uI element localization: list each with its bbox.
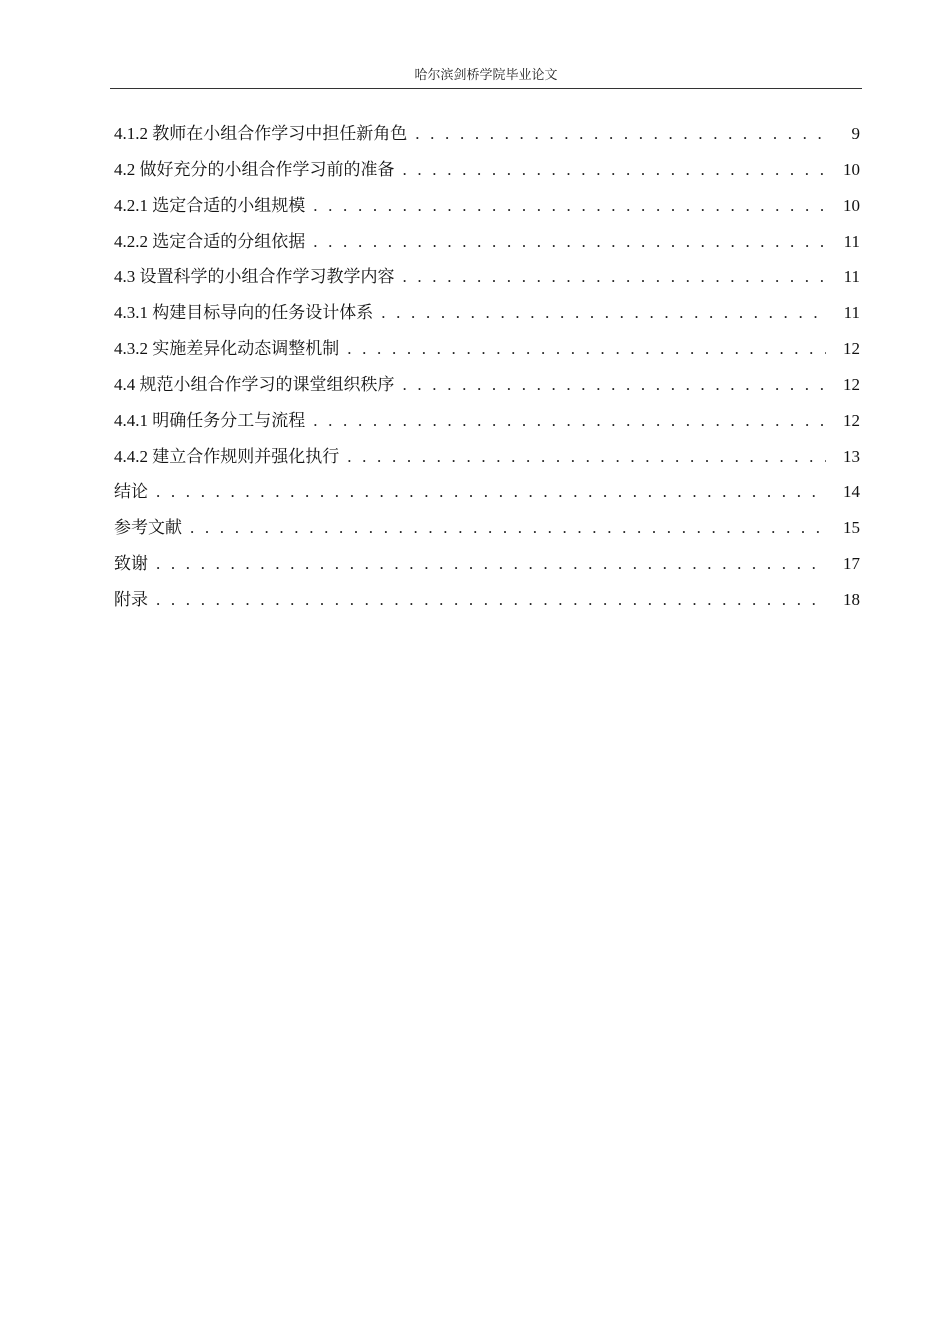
toc-entry[interactable] xyxy=(114,259,860,295)
toc-dot-leader xyxy=(313,188,826,224)
toc-entry-label: 4.2.1 选定合适的小组规模 xyxy=(114,195,306,215)
toc-page-number: 12 xyxy=(843,339,860,359)
toc-entry[interactable] xyxy=(114,116,860,152)
toc-entry-label: 4.3.1 构建目标导向的任务设计体系 xyxy=(114,303,374,323)
toc-page-number: 12 xyxy=(843,410,860,430)
toc-page-number: 11 xyxy=(843,267,860,287)
toc-entry[interactable] xyxy=(114,367,860,403)
toc-entry-label: 4.4.1 明确任务分工与流程 xyxy=(114,410,306,430)
toc-entry[interactable] xyxy=(114,188,860,224)
toc-page-number: 11 xyxy=(843,231,860,251)
toc-entry[interactable] xyxy=(114,439,860,475)
toc-dot-leader xyxy=(403,367,827,403)
toc-entry-label: 附录 xyxy=(114,589,148,609)
toc-entry-label: 结论 xyxy=(114,482,148,502)
toc-page-number: 10 xyxy=(843,159,860,179)
toc-entry-label: 4.1.2 教师在小组合作学习中担任新角色 xyxy=(114,124,408,143)
toc-entry[interactable] xyxy=(114,582,860,618)
toc-dot-leader xyxy=(156,546,826,582)
toc-entry[interactable] xyxy=(114,474,860,510)
toc-page-number: 14 xyxy=(843,482,860,502)
toc-page-number: 18 xyxy=(843,589,860,609)
toc-entry[interactable] xyxy=(114,295,860,331)
toc-page-number: 10 xyxy=(843,195,860,215)
toc-dot-leader xyxy=(313,403,826,439)
toc-entry[interactable] xyxy=(114,152,860,188)
header-title: 哈尔滨剑桥学院毕业论文 xyxy=(414,67,558,82)
table-of-contents xyxy=(114,116,860,618)
toc-page-number: 9 xyxy=(851,124,860,143)
toc-entry-label: 4.3 设置科学的小组合作学习教学内容 xyxy=(114,267,395,287)
toc-dot-leader xyxy=(403,152,827,188)
toc-dot-leader xyxy=(156,474,826,510)
toc-entry-label: 致谢 xyxy=(114,554,148,574)
toc-dot-leader xyxy=(381,295,826,331)
toc-entry[interactable] xyxy=(114,510,860,546)
toc-entry-label: 4.4 规范小组合作学习的课堂组织秩序 xyxy=(114,374,395,394)
toc-page-number: 15 xyxy=(843,518,860,538)
toc-entry[interactable] xyxy=(114,403,860,439)
toc-page-number: 17 xyxy=(843,554,860,574)
toc-dot-leader xyxy=(190,510,826,546)
toc-dot-leader xyxy=(313,224,826,260)
toc-dot-leader xyxy=(347,439,826,475)
toc-page-number: 11 xyxy=(843,303,860,323)
toc-entry[interactable] xyxy=(114,224,860,260)
toc-entry-label: 4.2 做好充分的小组合作学习前的准备 xyxy=(114,159,395,179)
toc-dot-leader xyxy=(403,259,827,295)
toc-dot-leader xyxy=(347,331,826,367)
toc-entry[interactable] xyxy=(114,331,860,367)
toc-page-number: 12 xyxy=(843,374,860,394)
toc-entry-label: 参考文献 xyxy=(114,518,182,538)
toc-dot-leader xyxy=(156,582,826,618)
toc-entry[interactable] xyxy=(114,546,860,582)
toc-entry-label: 4.2.2 选定合适的分组依据 xyxy=(114,231,306,251)
toc-dot-leader xyxy=(415,116,826,152)
page-header xyxy=(110,64,862,89)
toc-entry-label: 4.3.2 实施差异化动态调整机制 xyxy=(114,339,340,359)
toc-page-number: 13 xyxy=(843,446,860,466)
toc-entry-label: 4.4.2 建立合作规则并强化执行 xyxy=(114,446,340,466)
